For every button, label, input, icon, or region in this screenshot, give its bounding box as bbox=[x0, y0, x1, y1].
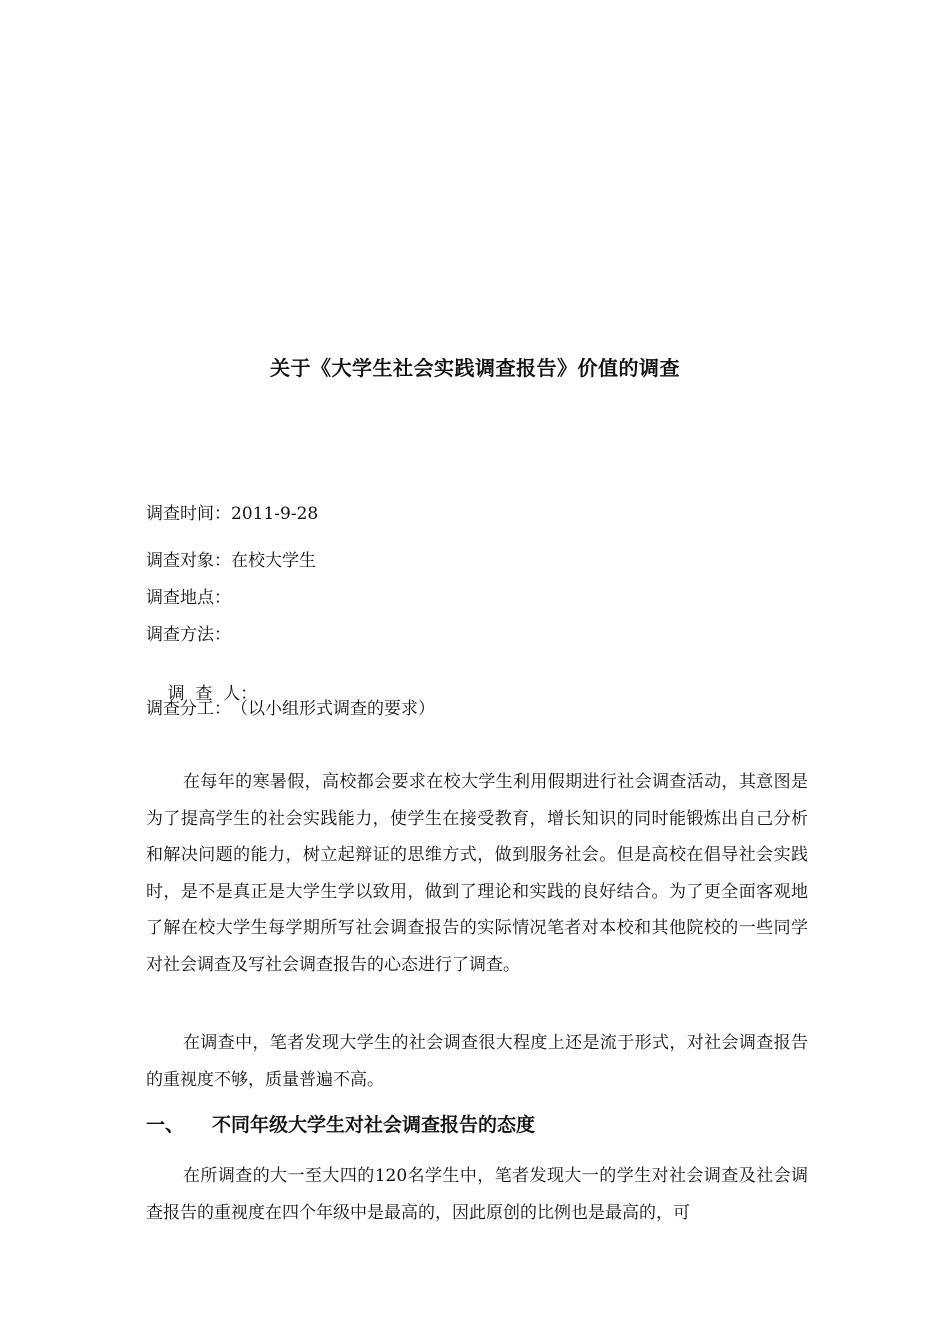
section-title: 不同年级大学生对社会调查报告的态度 bbox=[212, 1114, 536, 1136]
meta-label: 调查地点： bbox=[146, 588, 231, 608]
body-paragraph-finding bbox=[146, 1025, 808, 1098]
meta-survey-location bbox=[146, 587, 231, 609]
meta-survey-division bbox=[146, 698, 435, 720]
meta-label: 调 查 人： bbox=[167, 684, 258, 704]
section-number: 一、 bbox=[146, 1114, 185, 1136]
body-paragraph-section1 bbox=[146, 1158, 808, 1231]
meta-label: 调查方法： bbox=[146, 625, 231, 645]
section-heading bbox=[146, 1110, 535, 1140]
meta-survey-subject bbox=[146, 550, 316, 572]
meta-survey-method bbox=[146, 624, 231, 646]
paragraph: 在所调查的大一至大四的120名学生中，笔者发现大一的学生对社会调查及社会调查报告的重视度在四个年级中是最高的，因此原创的比例也是最高的，可 bbox=[146, 1166, 808, 1223]
body-paragraph-intro bbox=[146, 764, 808, 983]
document-title: 关于《大学生社会实践调查报告》价值的调查 bbox=[270, 356, 680, 380]
meta-label: 调查分工： bbox=[146, 699, 231, 719]
meta-label: 调查时间： bbox=[146, 504, 231, 524]
meta-survey-time bbox=[146, 503, 318, 525]
meta-value: 在校大学生 bbox=[231, 551, 316, 571]
meta-value: （以小组形式调查的要求） bbox=[231, 699, 435, 719]
paragraph: 在每年的寒暑假，高校都会要求在校大学生利用假期进行社会调查活动，其意图是为了提高学生的社会实践能力，使学生在接受教育，增长知识的同时能锻炼出自己分析和解决问题的能力，树立起辩证的思维方式，做到服务社会。但是高校在倡导社会实践时，是不是真正是大学生学以致用，做到了理论和实践的良好结合。为了更全面客观地了解在校大学生每学期所写社会调查报告的实际情况笔者对本校和其他院校的一些同学对社会调查及写社会调查报告的心态进行了调查。 bbox=[146, 772, 808, 975]
meta-label: 调查对象： bbox=[146, 551, 231, 571]
meta-value: 2011-9-28 bbox=[231, 504, 319, 524]
paragraph: 在调查中，笔者发现大学生的社会调查很大程度上还是流于形式，对社会调查报告的重视度不够，质量普遍不高。 bbox=[146, 1033, 808, 1090]
